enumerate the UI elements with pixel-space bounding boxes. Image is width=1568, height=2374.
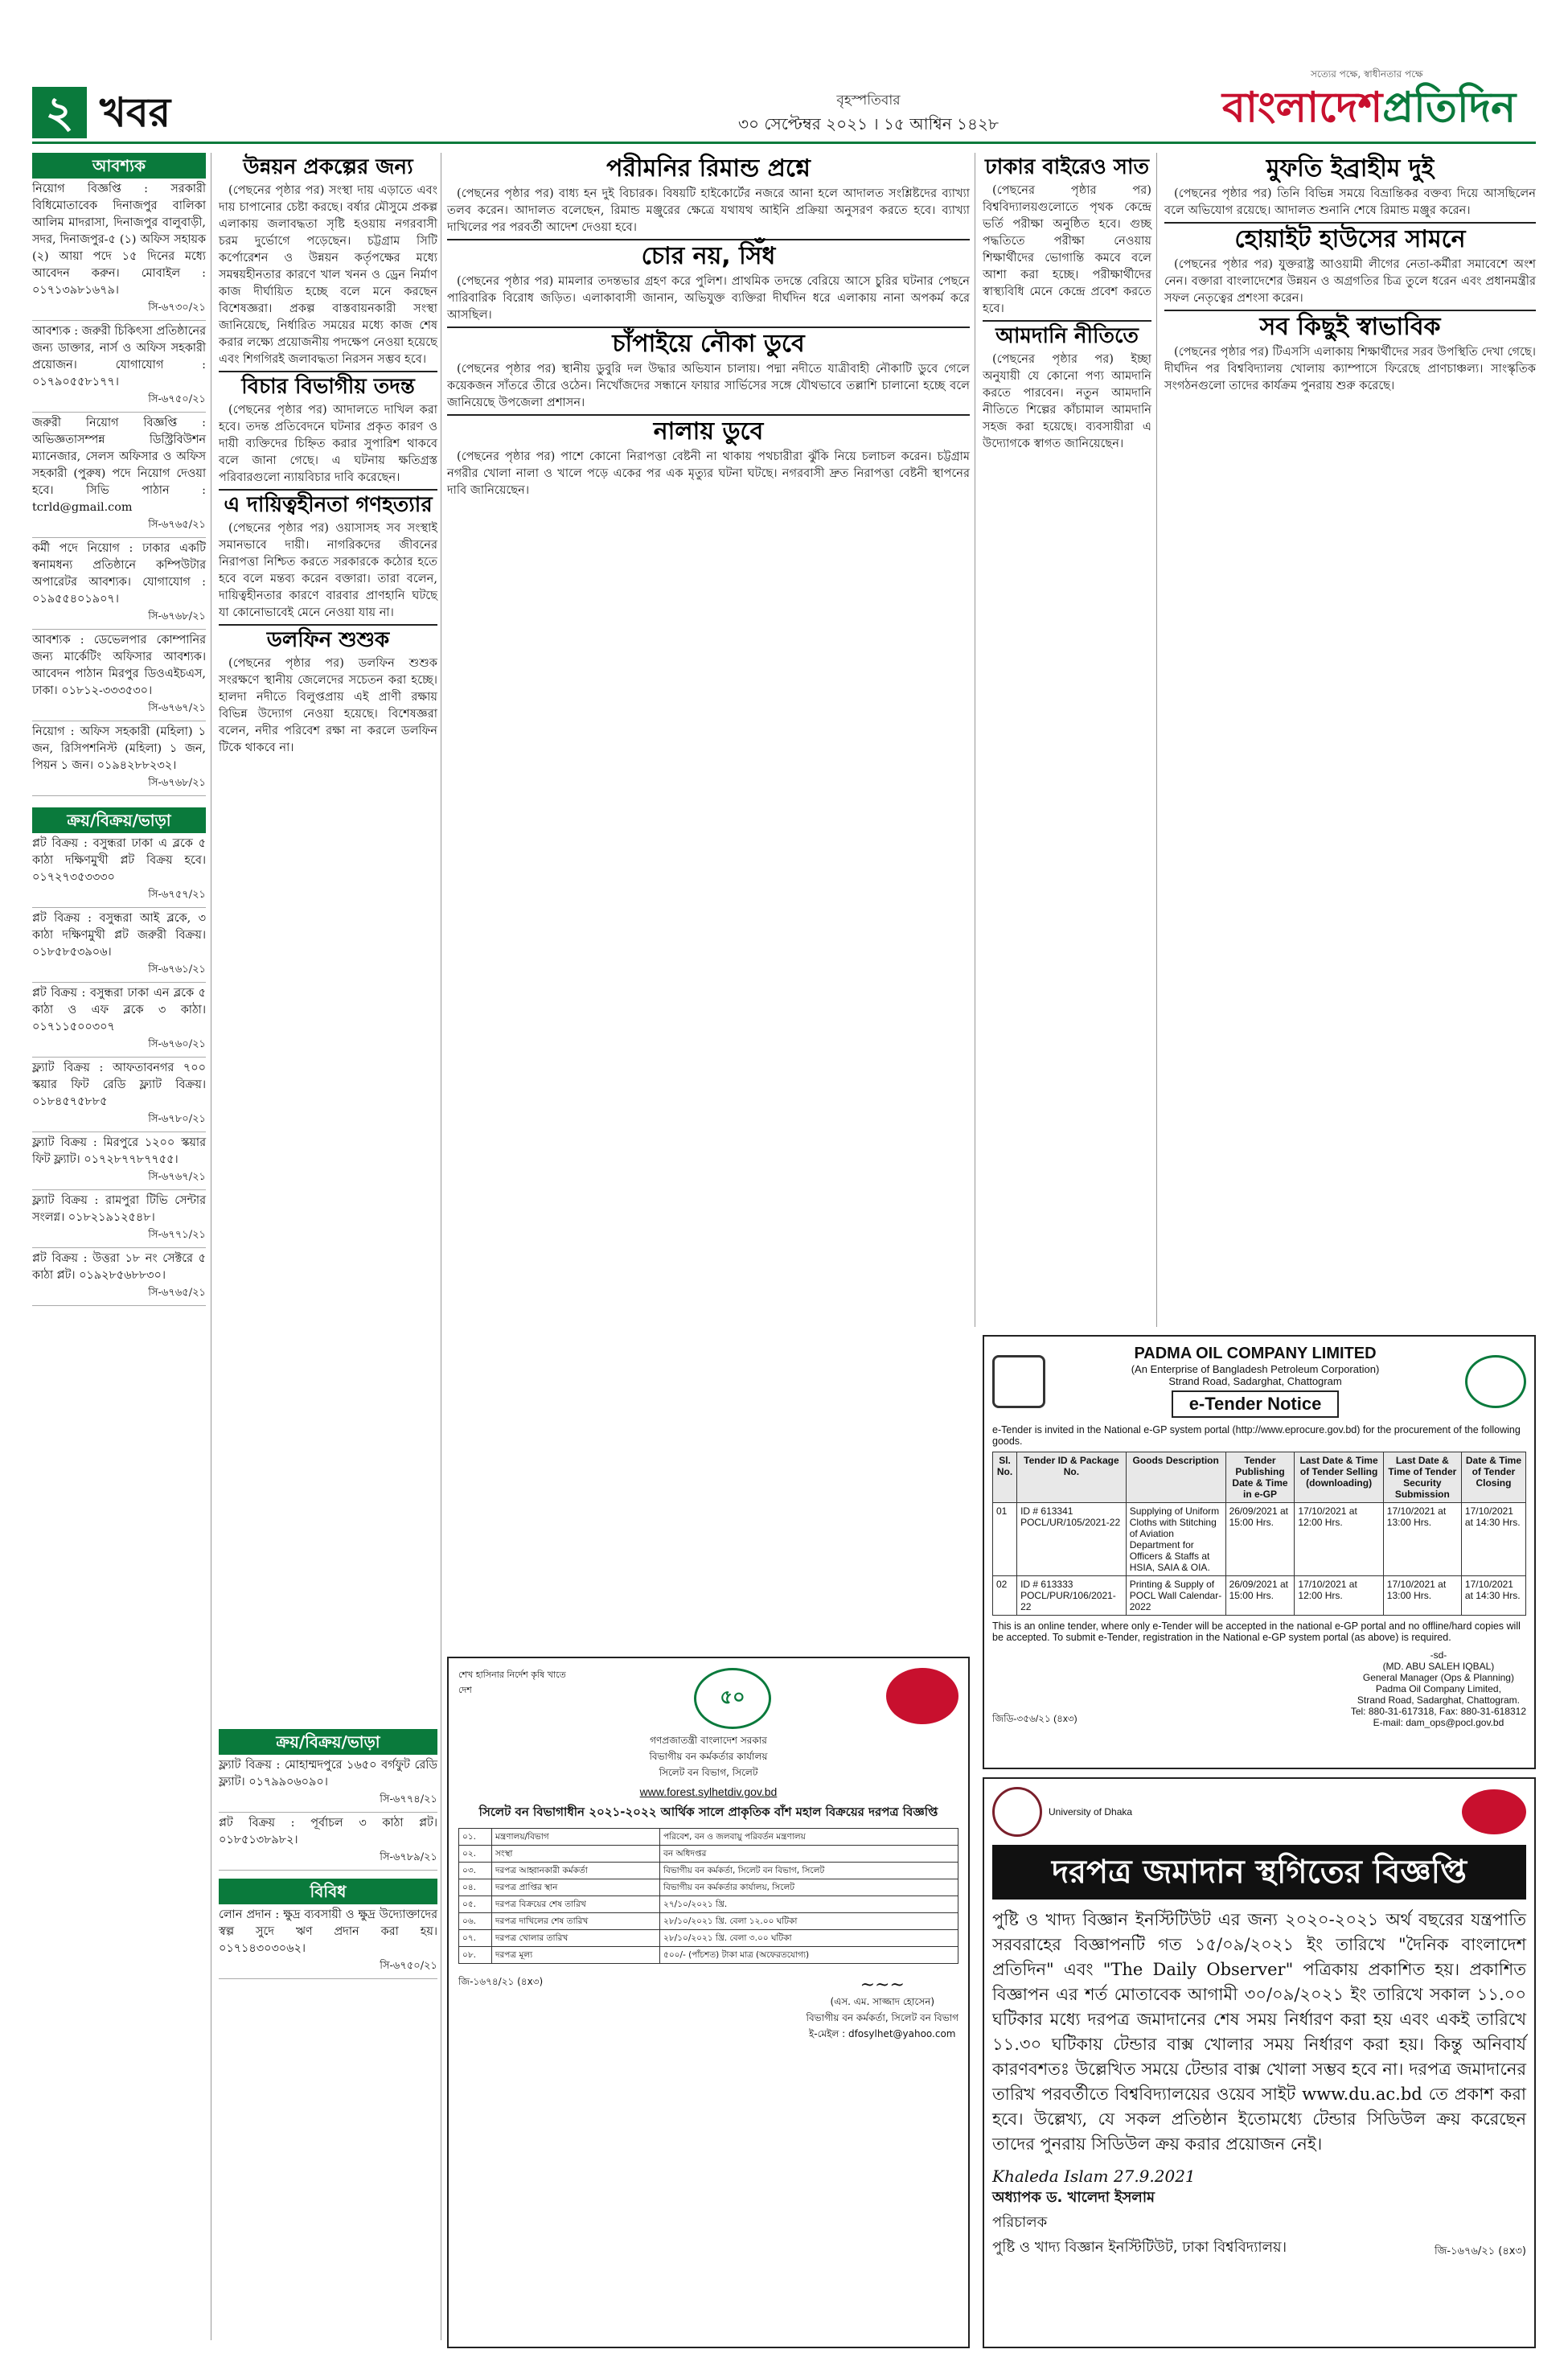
classified-item-code: সি-৬৭৬৮/২১ [148, 610, 206, 622]
table-row [459, 1947, 958, 1964]
table-row [459, 1846, 958, 1863]
du-signatory: অধ্যাপক ড. খালেদা ইসলাম [992, 2189, 1155, 2206]
classified-item-text: ফ্ল্যাট বিক্রয় : রামপুরা টিভি সেন্টার সংলগ্ন। ০১৮২১৯১২৫৪৮। [32, 1194, 206, 1224]
table-cell: দরপত্র প্রাপ্তির স্থান [492, 1879, 660, 1896]
padma-signatory-title: General Manager (Ops & Planning) [1362, 1672, 1514, 1683]
classified-item [32, 1190, 206, 1248]
classified-item-code: সি-৬৭৬৫/২১ [148, 1287, 206, 1299]
forest-header-line3: সিলেট বন বিভাগ, সিলেট [659, 1767, 758, 1778]
classified-misc [219, 1904, 437, 1979]
table-cell: ০২. [459, 1846, 492, 1863]
table-cell: মন্ত্রণালয়/বিভাগ [492, 1829, 660, 1846]
table-row [459, 1930, 958, 1947]
padma-tender-ad [983, 1335, 1536, 1769]
column-3 [447, 153, 970, 502]
classified-item-code: সি-৬৭৬১/২১ [148, 963, 206, 975]
padma-tender-table [992, 1452, 1526, 1616]
table-cell: ০১. [459, 1829, 492, 1846]
forest-signatory: (এস. এম. সাজ্জাদ হোসেন) [830, 1996, 935, 2007]
padma-org: Padma Oil Company Limited, [1375, 1683, 1501, 1694]
classified-item [32, 721, 206, 796]
table-cell: পরিবেশ, বন ও জলবায়ু পরিবর্তন মন্ত্রণালয় [660, 1829, 958, 1846]
table-cell: ৫০০/- (পাঁচশত) টাকা মাত্র (অফেরতযোগ্য) [660, 1947, 958, 1964]
classified-item-text: ফ্ল্যাট বিক্রয় : আফতাবনগর ৭০০ স্কয়ার ফিট রেডি ফ্ল্যাট বিক্রয়। ০১৮৪৫৭৫৮৮৫ [32, 1062, 206, 1108]
headline-chor: চোর নয়, সিঁধ [641, 242, 776, 270]
forest-tender-title: সিলেট বন বিভাগাধীন ২০২১-২০২২ আর্থিক সালে প্রাকৃতিক বাঁশ মহাল বিক্রয়ের দরপত্র বিজ্ঞপ্তি [478, 1805, 938, 1819]
du-logo-icon [992, 1787, 1042, 1837]
page-number: ২ [32, 87, 87, 138]
classified-item-code: সি-৬৭৩০/২১ [148, 302, 206, 314]
table-cell: Supplying of Uniform Cloths with Stitching of Aviation Department for Officers & Staffs at HSIA, SAIA & OIA. [1126, 1503, 1225, 1576]
table-cell: 17/10/2021 at 13:00 Hrs. [1383, 1576, 1461, 1616]
table-cell: 26/09/2021 at 15:00 Hrs. [1225, 1503, 1295, 1576]
du-signature: Khaleda Islam 27.9.2021 [992, 2167, 1196, 2186]
date-line: ৩০ সেপ্টেম্বর ২০২১ । ১৫ আশ্বিন ১৪২৮ [738, 114, 999, 133]
classified-need-header: আবশ্যক [32, 153, 206, 179]
classified-need-list [32, 179, 206, 796]
padma-tel: Tel: 880-31-617318, Fax: 880-31-618312 [1350, 1706, 1526, 1717]
table-cell: ID # 613341 POCL/UR/105/2021-22 [1017, 1503, 1127, 1576]
classified-item-code: সি-৬৭৬৭/২১ [148, 702, 206, 714]
padma-logo-icon [992, 1355, 1045, 1408]
column-divider [1156, 153, 1157, 1327]
story-dolphin: (পেছনের পৃষ্ঠার পর) ডলফিন শুশুক সংরক্ষণে স্থানীয় জেলেদের সচেতন করা হচ্ছে। হালদা নদীতে বিলুপ্তপ্রায় এই প্রাণী রক্ষায় বিভিন্ন উদ্যোগ নেওয়া হয়েছে। বিশেষজ্ঞরা বলেন, নদীর পরিবেশ রক্ষা না করলে ডলফিন টিকে থাকবে না। [219, 656, 437, 754]
padma-ad-code: জিডি-৩৫৬/২১ (৪x৩) [992, 1713, 1077, 1724]
classified-item [32, 908, 206, 983]
weekday: বৃহস্পতিবার [836, 92, 901, 109]
classified-misc-text: লোন প্রদান : ক্ষুদ্র ব্যবসায়ী ও ক্ষুদ্র উদ্যোক্তাদের স্বল্প সুদে ঋণ প্রদান করা হয়। ০১৭১৪৩০৩০৬২। [219, 1908, 437, 1955]
du-org: পুষ্টি ও খাদ্য বিজ্ঞান ইনস্টিটিউট, ঢাকা বিশ্ববিদ্যালয়। [992, 2239, 1287, 2256]
story-shobkichu: (পেছনের পৃষ্ঠার পর) টিএসসি এলাকায় শিক্ষার্থীদের সরব উপস্থিতি দেখা গেছে। দীর্ঘদিন পর বিশ্ববিদ্যালয় খোলায় ক্যাম্পাসে ফিরেছে প্রাণচাঞ্চল্য। সাংস্কৃতিক সংগঠনগুলো তাদের কার্যক্রম পুনরায় শুরু করেছে। [1164, 345, 1536, 392]
table-cell: বন অধিদপ্তর [660, 1846, 958, 1863]
padma-addr2: Strand Road, Sadarghat, Chattogram. [1357, 1694, 1520, 1706]
table-cell: বিভাগীয় বন কর্মকর্তা, সিলেট বন বিভাগ, সিলেট [660, 1863, 958, 1879]
story-porimoni: (পেছনের পৃষ্ঠার পর) বাধ্য হন দুই বিচারক। বিষয়টি হাইকোর্টের নজরে আনা হলে আদালত সংশ্লিষ্টদের ব্যাখ্যা তলব করেন। আদালত বলেছেন, রিমান্ড মঞ্জুরের ক্ষেত্রে যথাযথ আইনি প্রক্রিয়া অনুসরণ করতে হবে। ব্যাখ্যা দাখিলের পর পরবর্তী আদেশ দেওয়া হবে। [447, 187, 970, 234]
table-header-cell: Last Date & Time of Tender Security Submission [1383, 1452, 1461, 1503]
classified-item-text: নিয়োগ : অফিস সহকারী (মহিলা) ১ জন, রিসিপশনিস্ট (মহিলা) ১ জন, পিয়ন ১ জন। ০১৯৪২৮৮২৩২। [32, 725, 206, 772]
classified-item-text: কর্মী পদে নিয়োগ : ঢাকার একটি স্বনামধন্য প্রতিষ্ঠানে কম্পিউটার অপারেটর আবশ্যক। যোগাযোগ : ০১৯৫৫৪০১৯০৭। [32, 542, 206, 606]
classified-item [219, 1755, 437, 1813]
du-notice-ad [983, 1777, 1536, 2348]
forest-signatory-title: বিভাগীয় বন কর্মকর্তা, সিলেট বন বিভাগ [806, 2012, 958, 2023]
table-row [459, 1863, 958, 1879]
story-nalay: (পেছনের পৃষ্ঠার পর) পাশে কোনো নিরাপত্তা বেষ্টনী না থাকায় পথচারীরা ঝুঁকি নিয়ে চলাচল করেন। চট্টগ্রাম নগরীর খোলা নালা ও খালে পড়ে একের পর এক মৃত্যুর ঘটনা ঘটছে। নগরবাসী দ্রুত নিরাপত্তা বেষ্টনী স্থাপনের দাবি জানিয়েছেন। [447, 450, 970, 497]
padma-title: e-Tender Notice [1172, 1390, 1340, 1418]
table-header-cell: Last Date & Time of Tender Selling (downloading) [1295, 1452, 1383, 1503]
headline-gonohottar: এ দায়িত্বহীনতা গণহত্যার [224, 493, 433, 517]
du-notice-body: পুষ্টি ও খাদ্য বিজ্ঞান ইনস্টিটিউট এর জন্য ২০২০-২০২১ অর্থ বছরের যন্ত্রপাতি সরবরাহের বিজ্ঞাপনটি গত ১৫/০৯/২০২১ ইং তারিখে "দৈনিক বাংলাদেশ প্রতিদিন" এবং "The Daily Observer" পত্রিকায় প্রকাশিত হয়। প্রকাশিত বিজ্ঞাপন এর শর্ত মোতাবেক আগামী ৩০/০৯/২০২১ ইং তারিখে সকাল ১১.০০ ঘটিকার মধ্যে দরপত্র জমাদানের শেষ সময় নির্ধারণ করা হয় এবং একই তারিখে ১১.৩০ ঘটিকায় টেন্ডার বাক্স খোলার সময় নির্ধারণ করা হয়। কিন্তু অনিবার্য কারণবশতঃ উল্লেখিত সময়ে টেন্ডার বাক্স খোলা সম্ভব হবে না। দরপত্র জমাদানের তারিখ পরবর্তীতে বিশ্ববিদ্যালয়ের ওয়েব সাইট www.du.ac.bd তে প্রকাশ করা হবে। উল্লেখ্য, যে সকল প্রতিষ্ঠান ইতোমধ্যে টেন্ডার সিডিউল ক্রয় করেছেন তাদের পুনরায় সিডিউল ক্রয় করার প্রয়োজন নেই। [992, 1910, 1526, 2154]
classified-item-text: প্লট বিক্রয় : বসুন্ধরা আই ব্লকে, ৩ কাঠা দক্ষিণমুখী প্লট জরুরী বিক্রয়। ০১৮৫৮৫৩৯০৬। [32, 912, 206, 959]
newspaper-logo [1222, 68, 1536, 138]
classified-item-code: সি-৬৭৬৮/২১ [148, 777, 206, 789]
classified-item-code: সি-৬৭৬৭/২১ [148, 1171, 206, 1183]
table-cell: দরপত্র খোলার তারিখ [492, 1930, 660, 1947]
table-cell: 17/10/2021 at 14:30 Hrs. [1461, 1576, 1525, 1616]
headline-mufti: মুফতি ইব্রাহীম দুই [1266, 154, 1435, 183]
classified-item-text: জরুরী নিয়োগ বিজ্ঞপ্তি : অভিজ্ঞতাসম্পন্ন ডিস্ট্রিবিউশন ম্যানেজার, সেলস অফিসার ও অফিস সহকারী (পুরুষ) পদে নিয়োগ দেওয়া হবে। সিভি পাঠান : tcrld@gmail.com [32, 417, 206, 514]
classified-misc-header: বিবিধ [219, 1879, 437, 1904]
table-cell: ২৭/১০/২০২১ খ্রি. [660, 1896, 958, 1913]
masthead-rule [32, 142, 1536, 144]
story-unnayan: (পেছনের পৃষ্ঠার পর) সংস্থা দায় এড়াতে এবং দায় চাপানোর চেষ্টা করছে। বর্ষার মৌসুমে প্রকল্প এলাকায় জলাবদ্ধতা সৃষ্টি হওয়ায় নগরবাসী চরম দুর্ভোগে পড়েছেন। চট্টগ্রাম সিটি কর্পোরেশন ও উন্নয়ন কর্তৃপক্ষের মধ্যে সমন্বয়হীনতার কারণে খাল খনন ও ড্রেন নির্মাণ কাজ দীর্ঘায়িত হচ্ছে বলে মনে করছেন বিশেষজ্ঞরা। প্রকল্প বাস্তবায়নকারী সংস্থা জানিয়েছে, নির্ধারিত সময়ের মধ্যে কাজ শেষ করার লক্ষ্যে প্রয়োজনীয় পদক্ষেপ নেওয়া হয়েছে এবং শিগগিরই জলাবদ্ধতা নিরসন সম্ভব হবে। [219, 183, 437, 366]
story-bichar: (পেছনের পৃষ্ঠার পর) আদালতে দাখিল করা হবে। তদন্ত প্রতিবেদনে ঘটনার প্রকৃত কারণ ও দায়ী ব্যক্তিদের চিহ্নিত করার সুপারিশ থাকবে বলে জানা গেছে। এ ঘটনায় ক্ষতিগ্রস্ত পরিবারগুলো ন্যায়বিচার দাবি করেছেন। [219, 403, 437, 484]
classified-misc-code: সি-৬৭৫০/২১ [380, 1960, 437, 1972]
classified-item-code: সি-৬৭৬৫/২১ [148, 519, 206, 531]
table-cell: 17/10/2021 at 13:00 Hrs. [1383, 1503, 1461, 1576]
classified-item [32, 413, 206, 538]
padma-signatory: (MD. ABU SALEH IQBAL) [1382, 1661, 1495, 1672]
headline-shobkichu: সব কিছুই স্বাভাবিক [1259, 313, 1441, 341]
table-row [459, 1879, 958, 1896]
classified-item [32, 630, 206, 721]
classified-item [32, 1248, 206, 1306]
table-cell: 02 [993, 1576, 1017, 1616]
table-cell: ০৬. [459, 1913, 492, 1930]
story-gonohottar: (পেছনের পৃষ্ঠার পর) ওয়াসাসহ সব সংস্থাই সমানভাবে দায়ী। নাগরিকদের জীবনের নিরাপত্তা নিশ্চিত করতে সরকারকে কঠোর হতে হবে বলে মন্তব্য করেন বক্তারা। তারা বলেন, দায়িত্বহীনতার কারণে বারবার প্রাণহানি ঘটছে যা কোনোভাবেই মেনে নেওয়া যায় না। [219, 521, 437, 619]
classified-item-code: সি-৬৭৭৪/২১ [380, 1793, 437, 1805]
forest-header-line2: বিভাগীয় বন কর্মকর্তার কার্যালয় [649, 1751, 768, 1762]
forest-email: ই-মেইল : dfosylhet@yahoo.com [809, 2028, 956, 2039]
table-row [459, 1913, 958, 1930]
padma-company: PADMA OIL COMPANY LIMITED [1134, 1345, 1377, 1362]
table-row [993, 1503, 1526, 1576]
classified-item-code: সি-৬৭৬০/২১ [148, 1038, 206, 1050]
table-cell: 01 [993, 1503, 1017, 1576]
classified-item-code: সি-৬৭৫৭/২১ [148, 889, 206, 901]
table-cell: দরপত্র মূল্য [492, 1947, 660, 1964]
classified-item-code: সি-৬৭৮০/২১ [148, 1113, 206, 1125]
table-cell: ID # 613333 POCL/PUR/106/2021-22 [1017, 1576, 1127, 1616]
table-cell: দরপত্র দাখিলের শেষ তারিখ [492, 1913, 660, 1930]
forest-banner: শেখ হাসিনার নির্দেশ কৃষি খাতে দেশ [458, 1670, 566, 1695]
table-header-cell: Date & Time of Tender Closing [1461, 1452, 1525, 1503]
du-ad-code: জি-১৬৭৬/২১ (৪x৩) [1435, 2245, 1526, 2257]
story-dhaka: (পেছনের পৃষ্ঠার পর) বিশ্ববিদ্যালয়গুলোতে পৃথক কেন্দ্রে ভর্তি পরীক্ষা অনুষ্ঠিত হবে। গুচ্ছ পদ্ধতিতে পরীক্ষা নেওয়ায় শিক্ষার্থীদের ভোগান্তি কমবে বলে আশা করা হচ্ছে। পরীক্ষার্থীদের স্বাস্থ্যবিধি মেনে কেন্দ্রে প্রবেশ করতে হবে। [983, 183, 1151, 315]
padma-sign: -sd- [1430, 1649, 1447, 1661]
table-cell: ০৮. [459, 1947, 492, 1964]
forest-header-line1: গণপ্রজাতন্ত্রী বাংলাদেশ সরকার [650, 1735, 767, 1746]
story-chor: (পেছনের পৃষ্ঠার পর) মামলার তদন্তভার গ্রহণ করে পুলিশ। প্রাথমিক তদন্তে বেরিয়ে আসে চুরির ঘটনার পেছনে পারিবারিক বিরোধ জড়িত। এলাকাবাসী জানান, অভিযুক্ত ব্যক্তিরা দীর্ঘদিন ধরে এলাকায় নানা অপকর্ম করে আসছিল। [447, 274, 970, 322]
section-title: খবর [100, 89, 171, 136]
table-header-cell: Sl. No. [993, 1452, 1017, 1503]
classified-item [32, 321, 206, 413]
headline-amdani: আমদানি নীতিতে [995, 324, 1139, 348]
anniversary-logo-icon [1465, 1355, 1526, 1408]
table-row [459, 1829, 958, 1846]
classified-item-text: ফ্ল্যাট বিক্রয় : মিরপুরে ১২০০ স্কয়ার ফিট ফ্ল্যাট। ০১৭২৮৭৭৮৭৭৫৫। [32, 1136, 206, 1166]
headline-whitehouse: হোয়াইট হাউসের সামনে [1234, 225, 1466, 253]
classified-item [32, 538, 206, 630]
padma-email: E-mail: dam_ops@pocl.gov.bd [1373, 1717, 1504, 1728]
table-row [993, 1576, 1526, 1616]
classified-item-text: প্লট বিক্রয় : পূর্বাচল ৩ কাঠা প্লট। ০১৮৫১৩৮৯৮২। [219, 1817, 437, 1846]
table-cell: ২৮/১০/২০২১ খ্রি. বেলা ৩.০০ ঘটিকা [660, 1930, 958, 1947]
classified-trade-list [32, 833, 206, 1306]
logo-part2: প্রতিদিন [1382, 83, 1517, 132]
logo-part1: বাংলাদেশ [1222, 83, 1383, 132]
table-cell: Printing & Supply of POCL Wall Calendar-2022 [1126, 1576, 1225, 1616]
classified-item-text: আবশ্যক : ডেভেলপার কোম্পানির জন্য মার্কেটিং অফিসার আবশ্যক। আবেদন পাঠান মিরপুর ডিওএইচএস, ঢাকা। ০১৮১২-৩৩৩৫৩০। [32, 634, 206, 697]
forest-website-link[interactable]: www.forest.sylhetdiv.gov.bd [639, 1785, 778, 1798]
padma-intro: e-Tender is invited in the National e-GP system portal (http://www.eprocure.gov.bd) for the procurement of the following goods. [992, 1424, 1521, 1447]
classified-item-text: ফ্ল্যাট বিক্রয় : মোহাম্মদপুরে ১৬৫০ বর্গফুট রেডি ফ্ল্যাট। ০১৭৯৯০৬০৯০। [219, 1759, 437, 1789]
du-notice-title: দরপত্র জমাদান স্থগিতের বিজ্ঞপ্তি [992, 1845, 1526, 1900]
classified-item [32, 983, 206, 1058]
classified-item [32, 1058, 206, 1132]
table-cell: 17/10/2021 at 12:00 Hrs. [1295, 1503, 1383, 1576]
column-4 [983, 153, 1151, 455]
classified-item [32, 833, 206, 908]
story-mufti: (পেছনের পৃষ্ঠার পর) তিনি বিভিন্ন সময়ে বিভ্রান্তিকর বক্তব্য দিয়ে আসছিলেন বলে অভিযোগ রয়েছে। আদালত শুনানি শেষে রিমান্ড মঞ্জুর করেন। [1164, 187, 1536, 217]
forest-tender-ad [447, 1657, 970, 2348]
table-cell: 17/10/2021 at 14:30 Hrs. [1461, 1503, 1525, 1576]
table-cell: ২৮/১০/২০২১ খ্রি. বেলা ১২.০০ ঘটিকা [660, 1913, 958, 1930]
table-row [459, 1896, 958, 1913]
table-cell: ০৪. [459, 1879, 492, 1896]
story-nouka: (পেছনের পৃষ্ঠার পর) স্থানীয় ডুবুরি দল উদ্ধার অভিযান চালায়। পদ্মা নদীতে যাত্রীবাহী নৌকাটি ডুবে গেলে কয়েকজন সাঁতরে তীরে ওঠেন। নিখোঁজদের সন্ধানে ফায়ার সার্ভিসের সঙ্গে যৌথভাবে তল্লাশি চালানো হচ্ছে বলে জানিয়েছে উপজেলা প্রশাসন। [447, 362, 970, 409]
classified-trade-header-2: ক্রয়/বিক্রয়/ভাড়া [219, 1729, 437, 1755]
padma-sub: (An Enterprise of Bangladesh Petroleum Corporation) [1131, 1363, 1380, 1375]
table-cell: দরপত্র আহ্বানকারী কর্মকর্তা [492, 1863, 660, 1879]
du-name: University of Dhaka [1049, 1806, 1133, 1817]
table-cell: ০৫. [459, 1896, 492, 1913]
classified-item [219, 1813, 437, 1871]
emblem-icon [886, 1668, 958, 1724]
du-signatory-title: পরিচালক [992, 2214, 1048, 2231]
forest-ad-code: জি-১৬৭৪/২১ (৪x৩) [458, 1976, 544, 1987]
headline-porimoni: পরীমনির রিমান্ড প্রশ্নে [606, 154, 811, 183]
table-cell: সংস্থা [492, 1846, 660, 1863]
classified-item-code: সি-৬৭৭১/২১ [148, 1229, 206, 1241]
classified-item-text: নিয়োগ বিজ্ঞপ্তি : সরকারী বিধিমোতাবেক দিনাজপুর বালিকা আলিম মাদরাসা, দিনাজপুর বালুবাড়ী, সদর, দিনাজপুর-৫ (১) অফিস সহায়ক (২) আয়া পদে ১৫ দিনের মধ্যে আবেদন করুন। মোবাইল : ০১৭১৩৯৮১৬৭৯। [32, 183, 206, 297]
classified-item-text: প্লট বিক্রয় : বসুন্ধরা ঢাকা এন ব্লকে ৫ কাঠা ও এফ ব্লকে ৩ কাঠা। ০১৭১১৫০০৩০৭ [32, 987, 206, 1033]
table-cell: বিভাগীয় বন কর্মকর্তার কার্যালয়, সিলেট [660, 1879, 958, 1896]
table-header-cell: Tender ID & Package No. [1017, 1452, 1127, 1503]
forest-tender-table [458, 1828, 958, 1964]
classified-item [219, 1904, 437, 1979]
table-cell: ০৩. [459, 1863, 492, 1879]
padma-note: This is an online tender, where only e-Tender will be accepted in the national e-GP portal and no offline/hard copies will be accepted. To submit e-Tender, registration in the National e-GP system portal (as above) is required. [992, 1620, 1521, 1643]
column-2 [219, 153, 437, 759]
classified-trade-header: ক্রয়/বিক্রয়/ভাড়া [32, 807, 206, 833]
headline-unnayan: উন্নয়ন প্রকল্পের জন্য [243, 155, 413, 179]
classified-item-text: প্লট বিক্রয় : বসুন্ধরা ঢাকা এ ব্লকে ৫ কাঠা দক্ষিণমুখী প্লট বিক্রয় হবে। ০১৭২৭৩৫৩৩৩০ [32, 837, 206, 884]
headline-nalay: নালায় ডুবে [653, 417, 764, 446]
table-header-cell: Tender Publishing Date & Time in e-GP [1225, 1452, 1295, 1503]
classified-item-code: সি-৬৭৫০/২১ [148, 393, 206, 405]
classified-item [32, 1132, 206, 1190]
table-cell: দরপত্র বিক্রয়ের শেষ তারিখ [492, 1896, 660, 1913]
classified-item-text: প্লট বিক্রয় : উত্তরা ১৮ নং সেক্টরে ৫ কাঠা প্লট। ০১৯২৮৫৬৮৮৩০। [32, 1252, 206, 1282]
headline-nouka: চাঁপাইয়ে নৌকা ডুবে [612, 330, 805, 358]
headline-bichar: বিচার বিভাগীয় তদন্ত [241, 375, 415, 399]
forest-signature: ~~~ [860, 1975, 905, 1995]
headline-dhaka: ঢাকার বাইরেও সাত [984, 155, 1150, 179]
padma-address: Strand Road, Sadarghat, Chattogram [1168, 1375, 1342, 1387]
table-cell: ০৭. [459, 1930, 492, 1947]
classifieds-column [32, 153, 206, 1306]
classified-col2-box [219, 1729, 437, 1979]
table-header-cell: Goods Description [1126, 1452, 1225, 1503]
classified-item [32, 179, 206, 321]
story-whitehouse: (পেছনের পৃষ্ঠার পর) যুক্তরাষ্ট্র আওয়ামী লীগের নেতা-কর্মীরা সমাবেশে অংশ নেন। বক্তারা বাংলাদেশের উন্নয়ন ও অগ্রগতির চিত্র তুলে ধরেন এবং প্রধানমন্ত্রীর সফল নেতৃত্বের প্রশংসা করেন। [1164, 257, 1536, 305]
story-amdani: (পেছনের পৃষ্ঠার পর) ইচ্ছা অনুযায়ী যে কোনো পণ্য আমদানি করতে পারবেন। নতুন আমদানি নীতিতে শিল্পের কাঁচামাল আমদানি সহজ করা হয়েছে। ব্যবসায়ীরা এ উদ্যোগকে স্বাগত জানিয়েছেন। [983, 352, 1151, 450]
classified-col2-text [219, 1755, 437, 1871]
table-cell: 17/10/2021 at 12:00 Hrs. [1295, 1576, 1383, 1616]
table-cell: 26/09/2021 at 15:00 Hrs. [1225, 1576, 1295, 1616]
logo-tagline: সত্যের পক্ষে, স্বাধীনতার পক্ষে [1311, 68, 1423, 80]
headline-dolphin: ডলফিন শুশুক [266, 628, 390, 652]
mujib-100-logo-icon: ৫০ [694, 1668, 771, 1729]
mujib-portrait-icon [1462, 1789, 1526, 1834]
classified-item-code: সি-৬৭৮৯/২১ [380, 1851, 437, 1863]
classified-item-text: আবশ্যক : জরুরী চিকিৎসা প্রতিষ্ঠানের জন্য ডাক্তার, নার্স ও অফিস সহকারী প্রয়োজন। যোগাযোগ : ০১৭৯০৫৫৮১৭৭। [32, 325, 206, 388]
column-5 [1164, 153, 1536, 397]
